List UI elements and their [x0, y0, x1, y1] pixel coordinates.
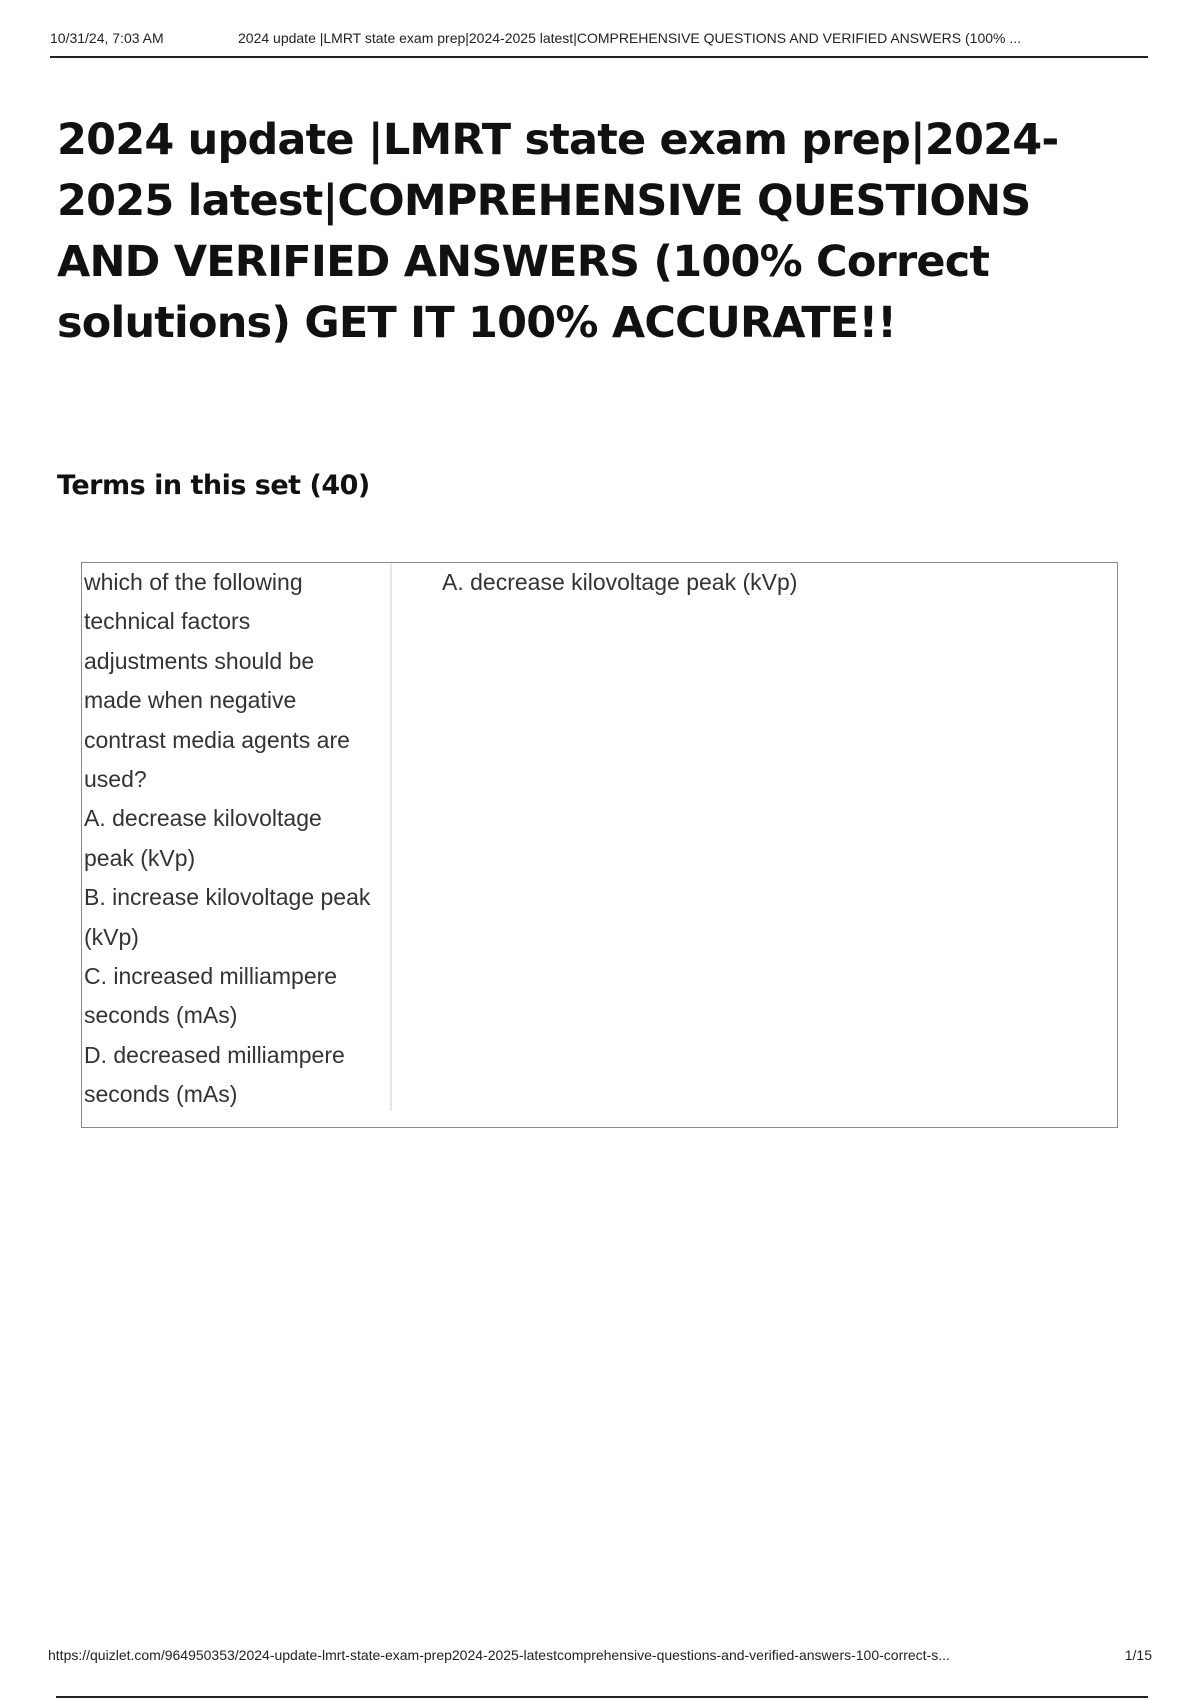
page-title: 2024 update |LMRT state exam prep|2024-2025 latest|COMPREHENSIVE QUESTIONS AND VERIFIED ANSWERS (100% Correct solutions) GET IT 100% ACCURATE!! — [57, 115, 1059, 348]
print-header — [50, 30, 1148, 58]
terms-heading: Terms in this set (40) — [57, 470, 370, 501]
card-divider — [390, 563, 392, 1111]
footer-rule — [56, 1696, 1148, 1698]
definition-text: A. decrease kilovoltage peak (kVp) — [442, 569, 798, 595]
print-date: 10/31/24, 7:03 AM — [50, 30, 164, 46]
print-url: https://quizlet.com/964950353/2024-update-lmrt-state-exam-prep2024-2025-latestcomprehensive-questions-and-verified-answers-100-correct-s... — [48, 1647, 950, 1663]
term-card — [81, 562, 1118, 1128]
print-doc-title: 2024 update |LMRT state exam prep|2024-2025 latest|COMPREHENSIVE QUESTIONS AND VERIFIED ANSWERS (100% ... — [238, 30, 1022, 46]
term-text: which of the following technical factors adjustments should be made when negative contrast media agents are used? A. decrease kilovoltage peak (kVp) B. increase kilovoltage peak (kVp) C. increased milliampere seconds (mAs) D. decreased milliampere seconds (mAs) — [84, 569, 371, 1108]
page-number: 1/15 — [1124, 1647, 1152, 1663]
